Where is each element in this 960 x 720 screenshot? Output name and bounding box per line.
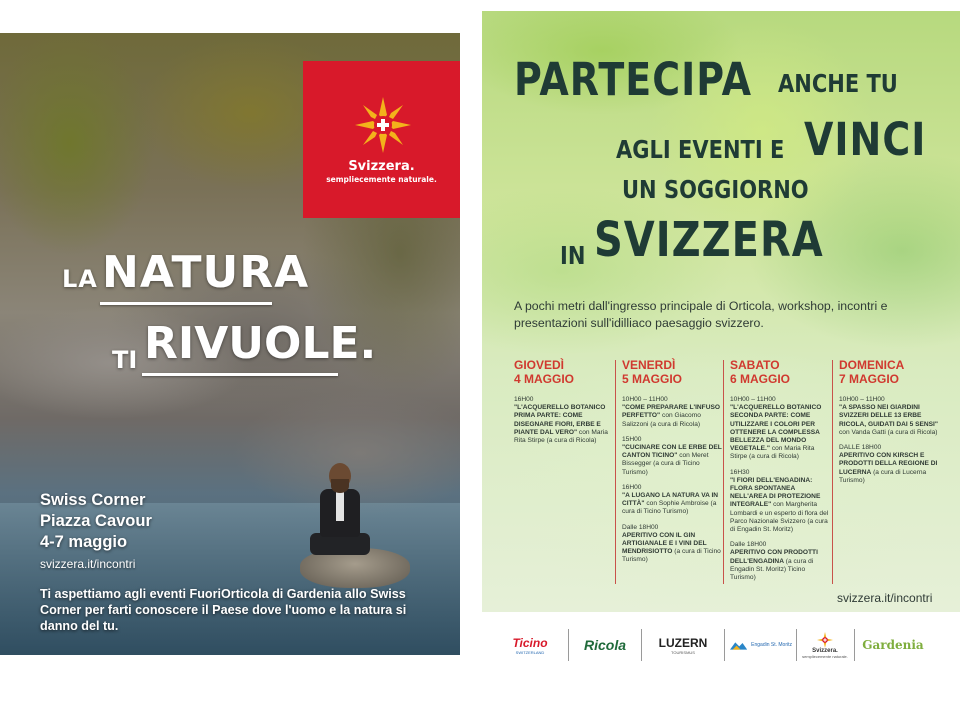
schedule-item <box>514 396 614 445</box>
sponsor-logo-strip <box>500 625 940 665</box>
schedule-title: APERITIVO CON KIRSCH E PRODOTTI DELLA REGIONE DI LUCERNA <box>839 452 938 476</box>
event-dates: 4-7 maggio <box>40 533 128 551</box>
schedule-desc: con Margherita Lombardi e un esperto di flora del Parco Nazionale Svizzero (a cura di Engadin St. Moritz) <box>730 501 829 534</box>
poster-left-panel <box>0 33 460 655</box>
schedule-title: "CUCINARE CON LE ERBE DEL CANTON TICINO" <box>622 444 722 460</box>
day-column-giovedi <box>514 358 614 452</box>
schedule-title: APERITIVO CON IL GIN ARTIGIANALE E I VINI DEL MENDRISIOTTO <box>622 531 707 556</box>
event-place: Piazza Cavour <box>40 512 152 530</box>
schedule-desc: (a cura di Engadin St. Moritz) Ticino Turismo) <box>730 557 814 582</box>
gardenia-logo-text: Gardenia <box>862 638 924 652</box>
schedule-time: DALLE 18H00 <box>839 444 882 452</box>
ticino-logo-text: Ticino <box>512 635 548 650</box>
schedule-desc: con Vanda Gatti (a cura di Ricola) <box>839 428 938 436</box>
schedule-time: 10H00 – 11H00 <box>622 396 668 403</box>
headline-ti: TI <box>112 346 138 374</box>
svizzera-logo-box <box>303 61 460 218</box>
svizzera-brand: Svizzera. <box>348 159 415 174</box>
day-column-domenica <box>839 358 939 492</box>
engadin-mountain-icon <box>730 638 747 652</box>
incontri-url-link[interactable]: svizzera.it/incontri <box>837 591 933 605</box>
day-date: 7 MAGGIO <box>839 372 900 386</box>
sponsor-divider <box>641 629 642 661</box>
title-agli-eventi: AGLI EVENTI E <box>616 135 785 164</box>
title-in: IN <box>560 241 586 270</box>
schedule-item <box>622 436 722 477</box>
event-url-link[interactable]: svizzera.it/incontri <box>40 557 136 571</box>
schedule-desc: con Meret Bissegger (a cura di Ticino Turismo) <box>622 452 709 476</box>
schedule-item <box>622 484 722 517</box>
ticino-logo-sub: SWITZERLAND <box>515 649 545 655</box>
luzern-logo-text: LUZERN <box>658 635 708 650</box>
schedule-desc: con Maria Rita Stirpe (a cura di Ricola) <box>514 428 608 445</box>
schedule-time: 16H00 <box>622 483 642 491</box>
intro-text: A pochi metri dall'ingresso principale di Orticola, workshop, incontri e presentazioni sull'idilliaco paesaggio svizzero. <box>514 299 888 330</box>
day-date: 5 MAGGIO <box>622 372 683 386</box>
luzern-logo <box>648 631 718 659</box>
svizzera-small-sub: sempliecemente naturale. <box>802 653 848 659</box>
sponsor-divider <box>796 629 797 661</box>
day-name: SABATO <box>730 358 780 372</box>
person-shirt <box>336 491 344 521</box>
event-location: Swiss Corner <box>40 491 146 509</box>
schedule-item <box>730 396 830 462</box>
title-vinci: VINCI <box>804 113 927 166</box>
sponsor-divider <box>568 629 569 661</box>
headline-underline <box>100 302 272 305</box>
swiss-star-icon <box>355 97 411 153</box>
ticino-logo <box>500 631 560 659</box>
title-partecipa: PARTECIPA <box>514 53 753 106</box>
schedule-desc: (a cura di Lucerna Turismo) <box>839 468 927 484</box>
gardenia-logo <box>862 631 924 659</box>
headline-rivuole: RIVUOLE. <box>144 318 377 369</box>
ricola-logo-text: Ricola <box>583 637 626 653</box>
schedule-title: APERITIVO CON PRODOTTI DELL'ENGADINA <box>730 549 818 565</box>
engadin-logo <box>730 631 792 659</box>
column-divider <box>615 360 616 584</box>
swiss-star-icon <box>817 632 833 648</box>
schedule-time: 10H00 – 11H00 <box>839 396 885 403</box>
schedule-time: 16H00 <box>514 396 534 403</box>
schedule-title: "A LUGANO LA NATURA VA IN CITTÀ" <box>622 492 719 508</box>
schedule-desc: con Giacomo Salizzoni (a cura di Ricola) <box>622 412 701 428</box>
schedule-desc: con Sophie Ambroise (a cura di Ticino Turismo) <box>622 500 717 516</box>
schedule-time: 10H00 – 11H00 <box>730 396 776 403</box>
svizzera-small-logo <box>800 631 850 659</box>
schedule-item <box>839 396 939 437</box>
seated-man-figure <box>300 463 380 578</box>
sponsor-divider <box>854 629 855 661</box>
schedule-title: "A SPASSO NEI GIARDINI SVIZZERI DELLE 13 ERBE RICOLA, GUIDATI DAI 5 SENSI" <box>839 404 938 428</box>
event-invite-text: Ti aspettiamo agli eventi FuoriOrticola di Gardenia allo Swiss Corner per farti conoscere il Paese dove l'uomo e la natura si danno del tu. <box>40 587 407 633</box>
headline-la: LA <box>62 265 98 293</box>
column-divider <box>723 360 724 584</box>
schedule-item <box>622 396 722 429</box>
ricola-logo <box>576 631 634 659</box>
headline-underline <box>142 373 338 376</box>
schedule-title: "L'ACQUERELLO BOTANICO PRIMA PARTE: COME DISEGNARE FIORI, ERBE E PIANTE DAL VERO" <box>514 404 606 436</box>
schedule-title: "I FIORI DELL'ENGADINA: FLORA SPONTANEA NELL'AREA DI PROTEZIONE INTEGRALE" <box>730 476 821 509</box>
schedule-item <box>730 469 830 535</box>
svizzera-tagline: sempliecemente naturale. <box>326 175 437 184</box>
column-divider <box>832 360 833 584</box>
schedule-time: 15H00 <box>622 435 642 443</box>
schedule-title: "COME PREPARARE L'INFUSO PERFETTO" <box>622 404 720 420</box>
schedule-item <box>622 524 722 565</box>
title-anche-tu: ANCHE TU <box>778 69 898 98</box>
poster-right-panel <box>482 11 960 612</box>
day-column-venerdi <box>622 358 722 572</box>
title-un-soggiorno: UN SOGGIORNO <box>622 175 809 204</box>
schedule-desc: con Maria Rita Stirpe (a cura di Ricola) <box>730 445 815 461</box>
schedule-time: 16H30 <box>730 468 750 476</box>
day-column-sabato <box>730 358 830 589</box>
day-date: 4 MAGGIO <box>514 372 575 386</box>
engadin-logo-text: Engadin St. Moritz <box>751 642 792 648</box>
schedule-time: Dalle 18H00 <box>730 541 767 549</box>
title-svizzera: SVIZZERA <box>594 213 824 269</box>
schedule-title: "L'ACQUERELLO BOTANICO SECONDA PARTE: COME UTILIZZARE I COLORI PER OTTENERE LA COMPLESSA BELLEZZA DEL MONDO VEGETALE." <box>730 404 822 453</box>
luzern-logo-sub: TOURISMUS <box>671 649 695 655</box>
day-date: 6 MAGGIO <box>730 372 791 386</box>
schedule-desc: (a cura di Ticino Turismo) <box>622 548 721 564</box>
schedule-time: Dalle 18H00 <box>622 523 659 531</box>
day-name: VENERDÌ <box>622 358 676 372</box>
person-beard <box>331 479 349 493</box>
headline-natura: NATURA <box>102 247 310 298</box>
svizzera-small-text: Svizzera. <box>812 647 838 654</box>
schedule-item <box>839 444 939 485</box>
sponsor-divider <box>724 629 725 661</box>
day-name: GIOVEDÌ <box>514 358 565 372</box>
day-name: DOMENICA <box>839 358 905 372</box>
schedule-item <box>730 541 830 582</box>
